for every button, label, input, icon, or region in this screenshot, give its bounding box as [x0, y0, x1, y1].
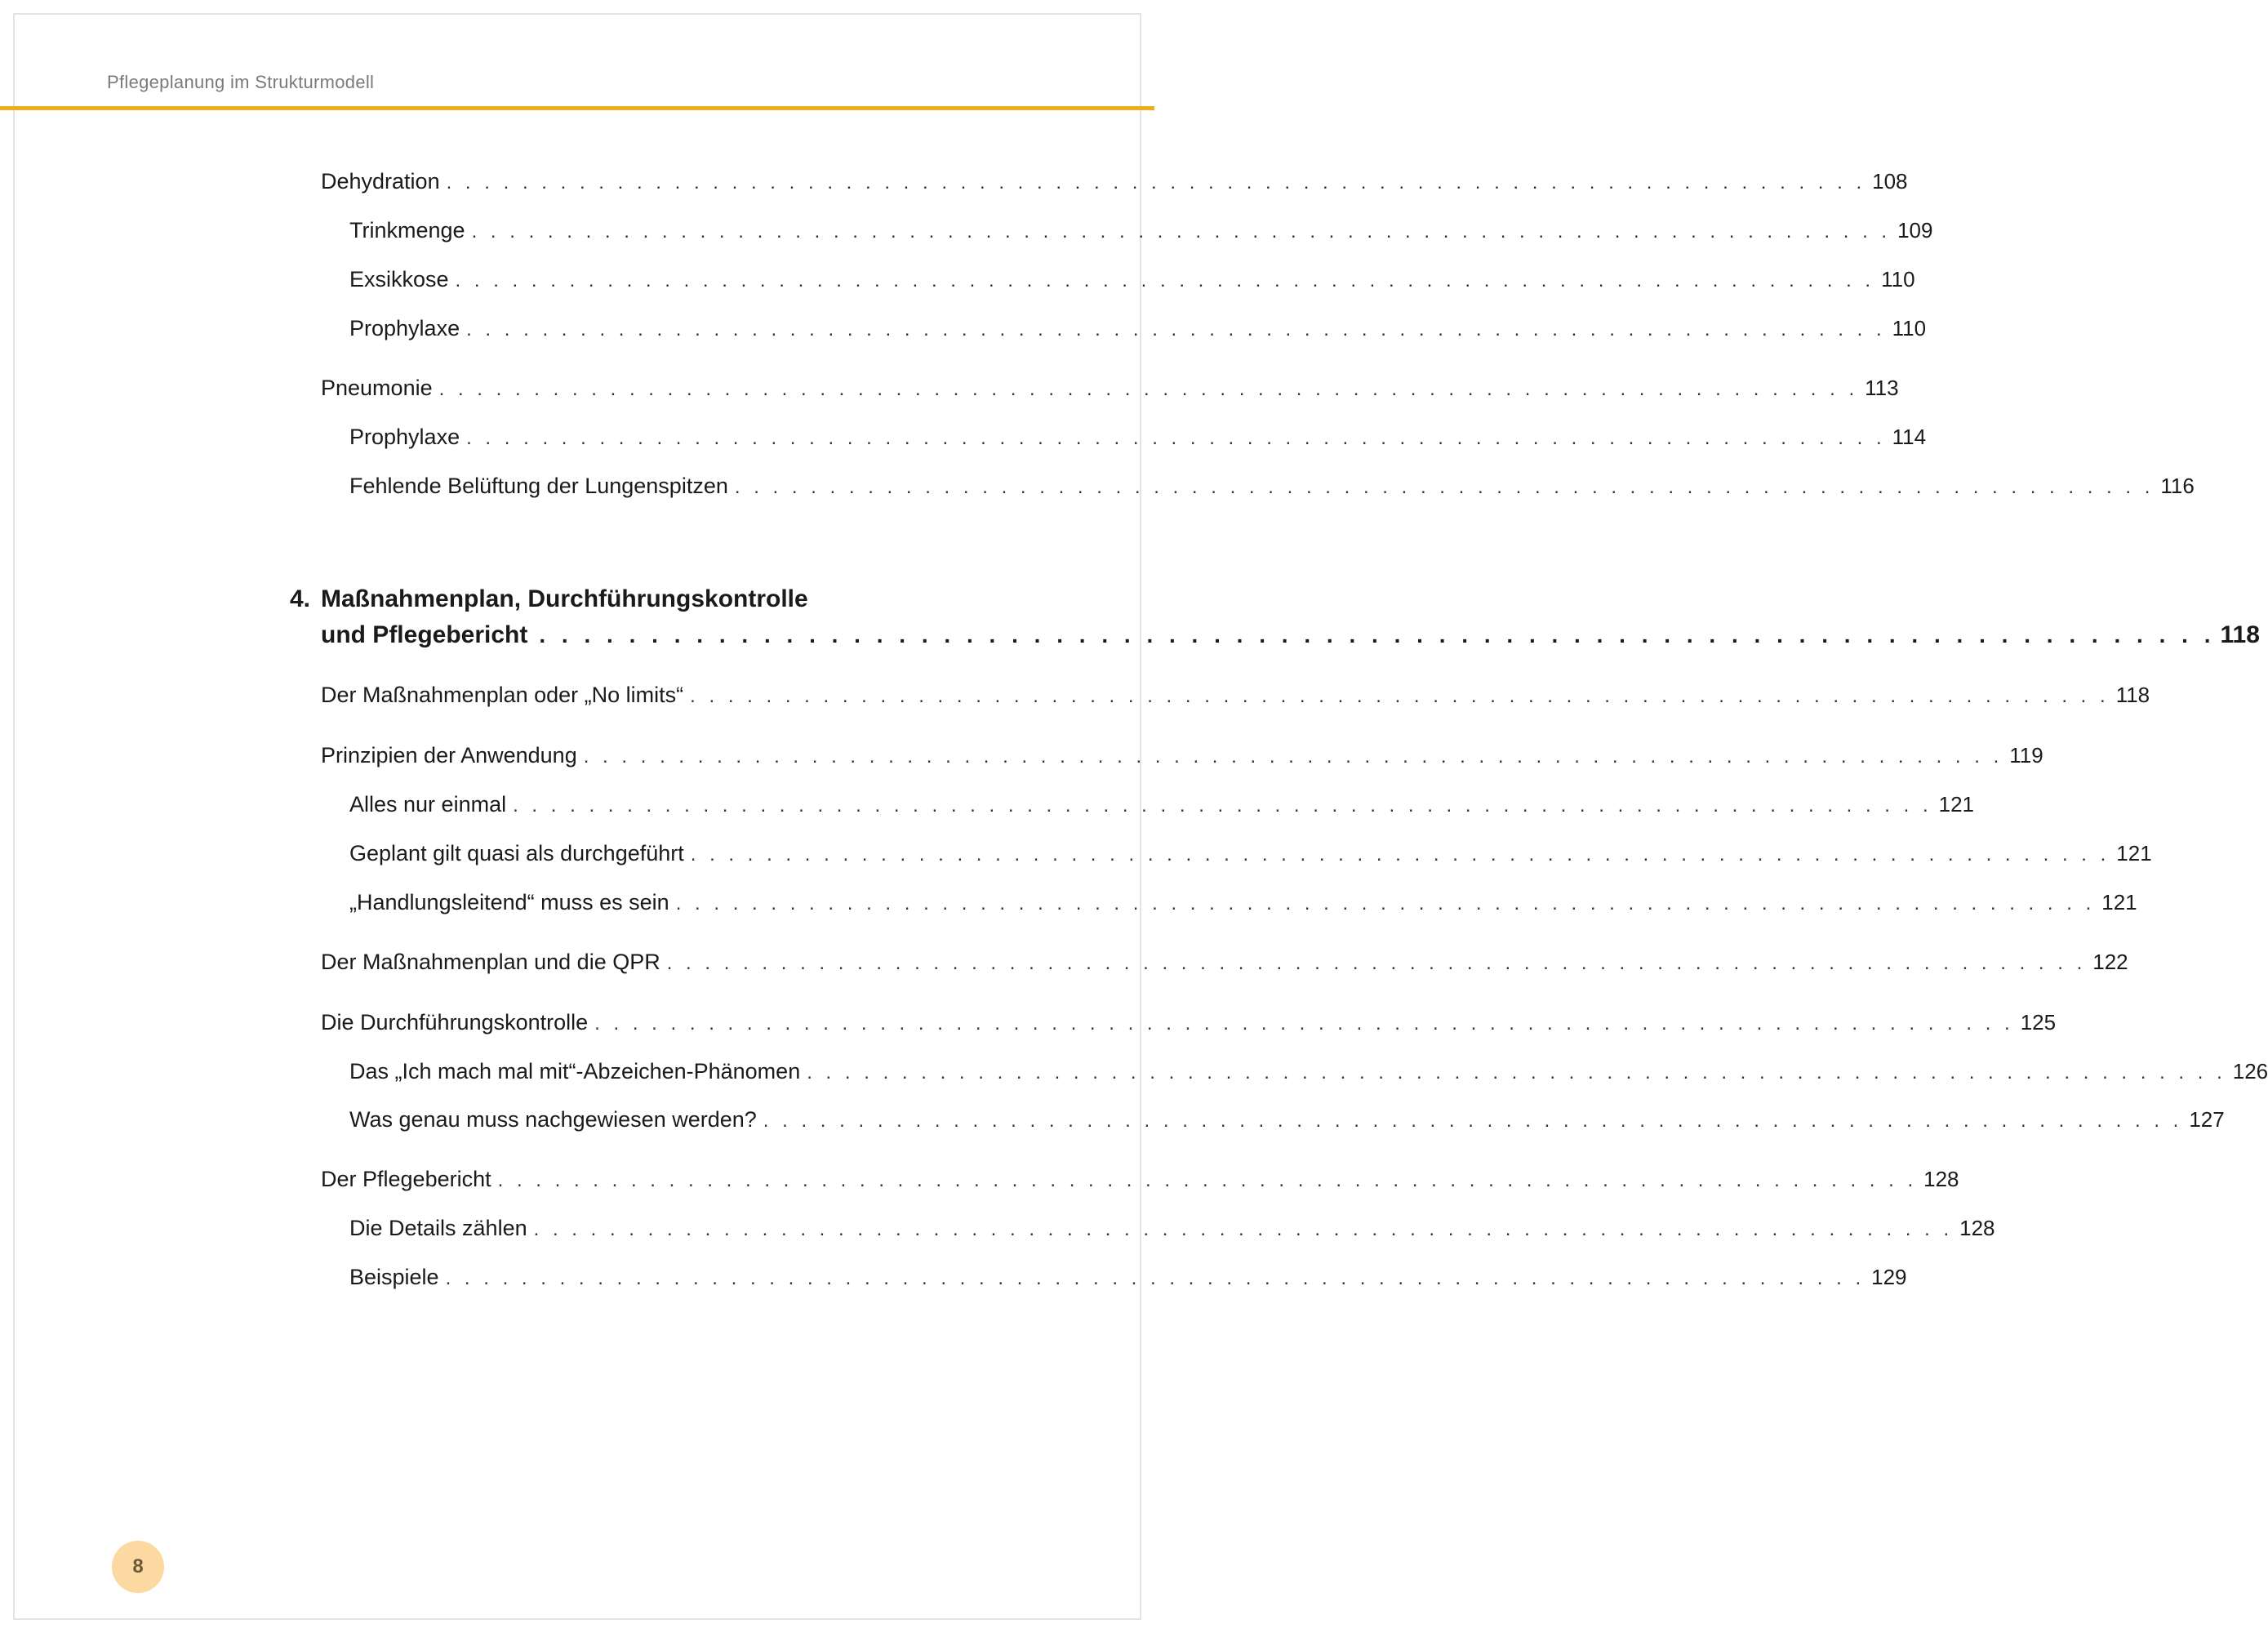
toc-entry-label: Geplant gilt quasi als durchgeführt — [349, 841, 684, 865]
toc-entry-page: 127 — [2189, 1107, 2225, 1132]
toc-entry-page: 114 — [1892, 425, 1927, 449]
dot-leader: . . . . . . . . . . . . . . . . . . . . . . . . . . . . . . . . . . . . . . . . . . . . . . . . . . . . . . . . . . . . . . . . . . . . . . . . . . . — [734, 476, 2155, 498]
toc-entry-label: Was genau muss nachgewiesen werden? — [349, 1107, 757, 1132]
toc-entry-label: Das „Ich mach mal mit“-Abzeichen-Phänomen — [349, 1059, 801, 1083]
dot-leader: . . . . . . . . . . . . . . . . . . . . . . . . . . . . . . . . . . . . . . . . . . . . . . . . . . . . . . . . . . . . . . . . . . . . . . . . . . . — [763, 1110, 2183, 1132]
toc-entry[interactable] — [349, 1263, 1907, 1293]
toc-entry-label: Trinkmenge — [349, 218, 465, 243]
dot-leader: . . . . . . . . . . . . . . . . . . . . . . . . . . . . . . . . . . . . . . . . . . . . . . . . . . . . . . . . . . . . . . . . . . . . . . . . . . . — [583, 745, 2003, 768]
toc-entry[interactable] — [349, 1057, 2268, 1087]
dot-leader: . . . . . . . . . . . . . . . . . . . . . . . . . . . . . . . . . . . . . . . . . . . . . . . . . . . . . . . . . . . . . . . . . . . . . . . . . . . — [466, 318, 1886, 340]
dot-leader: . . . . . . . . . . . . . . . . . . . . . . . . . . . . . . . . . . . . . . . . . . . . . . . . . . . . . . . . . . . . . . . . . . . . . . . . . . . — [446, 171, 1866, 194]
toc-entry-page: 119 — [2009, 743, 2043, 768]
toc-entry-label: „Handlungsleitend“ muss es sein — [349, 890, 669, 914]
toc-entry-label: Der Maßnahmenplan und die QPR — [321, 950, 660, 974]
toc-entry-label: Pneumonie — [321, 376, 433, 400]
toc-entry-page: 113 — [1865, 376, 1899, 400]
toc-entry[interactable] — [349, 888, 2137, 918]
toc-entry-page: 122 — [2092, 950, 2128, 974]
dot-leader: . . . . . . . . . . . . . . . . . . . . . . . . . . . . . . . . . . . . . . . . . . . . . . . . . . . . . . . . . . . . . . . . . . . . . . . . . . . — [690, 685, 2110, 707]
toc-entry-page: 125 — [2020, 1010, 2057, 1035]
toc-entry-label: Fehlende Belüftung der Lungenspitzen — [349, 474, 728, 498]
dot-leader: . . . . . . . . . . . . . . . . . . . . . . . . . . . . . . . . . . . . . . . . . . . . . . . . . . . . . . . . . . . . . . . . . . . . . . . . . . . — [539, 622, 2216, 647]
toc-entry[interactable] — [349, 423, 1927, 452]
toc-entry[interactable] — [321, 1008, 2057, 1038]
dot-leader: . . . . . . . . . . . . . . . . . . . . . . . . . . . . . . . . . . . . . . . . . . . . . . . . . . . . . . . . . . . . . . . . . . . . . . . . . . . — [497, 1169, 1918, 1191]
toc-entry[interactable] — [321, 741, 2043, 771]
dot-leader: . . . . . . . . . . . . . . . . . . . . . . . . . . . . . . . . . . . . . . . . . . . . . . . . . . . . . . . . . . . . . . . . . . . . . . . . . . . — [675, 892, 2096, 914]
toc-entry-page: 121 — [2101, 890, 2137, 914]
toc-entry-label: Der Pflegebericht — [321, 1167, 491, 1191]
dot-leader: . . . . . . . . . . . . . . . . . . . . . . . . . . . . . . . . . . . . . . . . . . . . . . . . . . . . . . . . . . . . . . . . . . . . . . . . . . . — [533, 1218, 1954, 1240]
dot-leader: . . . . . . . . . . . . . . . . . . . . . . . . . . . . . . . . . . . . . . . . . . . . . . . . . . . . . . . . . . . . . . . . . . . . . . . . . . . — [471, 220, 1892, 243]
toc-entry[interactable] — [349, 790, 1975, 820]
toc-entry-page: 128 — [1923, 1167, 1959, 1191]
toc-entry[interactable] — [321, 948, 2128, 977]
running-head: Pflegeplanung im Strukturmodell — [107, 72, 375, 92]
toc-entry[interactable] — [349, 216, 1933, 246]
toc-entry-label: Prophylaxe — [349, 425, 460, 449]
toc-entry[interactable] — [321, 1165, 1959, 1195]
toc-entry-label: Prinzipien der Anwendung — [321, 743, 577, 768]
chapter-number: 4. — [290, 585, 311, 612]
toc-entry-page: 126 — [2232, 1059, 2268, 1083]
toc-entry[interactable] — [349, 839, 2152, 869]
toc-entry-page: 118 — [2115, 683, 2150, 707]
chapter-title-line1: Maßnahmenplan, Durchführungskontrolle — [321, 585, 808, 612]
toc-entry-page: 128 — [1959, 1216, 1995, 1240]
chapter-title-line2: und Pflegebericht — [321, 621, 528, 648]
toc-entry[interactable] — [349, 265, 1915, 295]
dot-leader: . . . . . . . . . . . . . . . . . . . . . . . . . . . . . . . . . . . . . . . . . . . . . . . . . . . . . . . . . . . . . . . . . . . . . . . . . . . — [594, 1012, 2014, 1035]
toc-entry-label: Alles nur einmal — [349, 792, 507, 816]
dot-leader: . . . . . . . . . . . . . . . . . . . . . . . . . . . . . . . . . . . . . . . . . . . . . . . . . . . . . . . . . . . . . . . . . . . . . . . . . . . — [445, 1267, 1866, 1289]
dot-leader: . . . . . . . . . . . . . . . . . . . . . . . . . . . . . . . . . . . . . . . . . . . . . . . . . . . . . . . . . . . . . . . . . . . . . . . . . . . — [666, 952, 2087, 974]
header-rule — [0, 106, 1154, 110]
dot-leader: . . . . . . . . . . . . . . . . . . . . . . . . . . . . . . . . . . . . . . . . . . . . . . . . . . . . . . . . . . . . . . . . . . . . . . . . . . . — [513, 794, 1932, 816]
toc-entry[interactable] — [349, 314, 1927, 344]
toc-entry-page: 129 — [1871, 1265, 1907, 1289]
dot-leader: . . . . . . . . . . . . . . . . . . . . . . . . . . . . . . . . . . . . . . . . . . . . . . . . . . . . . . . . . . . . . . . . . . . . . . . . . . . — [807, 1061, 2226, 1083]
toc-entry-page: 121 — [2116, 841, 2152, 865]
dot-leader: . . . . . . . . . . . . . . . . . . . . . . . . . . . . . . . . . . . . . . . . . . . . . . . . . . . . . . . . . . . . . . . . . . . . . . . . . . . — [466, 427, 1886, 449]
chapter-title-line2-row — [321, 617, 2260, 653]
toc-entry-label: Die Durchführungskontrolle — [321, 1010, 589, 1035]
toc-entry[interactable] — [321, 167, 1908, 197]
toc-entry-page: 121 — [1938, 792, 1975, 816]
toc-entry[interactable] — [321, 374, 1899, 403]
toc-entry[interactable] — [349, 1106, 2225, 1135]
dot-leader: . . . . . . . . . . . . . . . . . . . . . . . . . . . . . . . . . . . . . . . . . . . . . . . . . . . . . . . . . . . . . . . . . . . . . . . . . . . — [455, 269, 1875, 291]
toc-entry[interactable] — [321, 681, 2150, 710]
toc-entry-page: 110 — [1892, 316, 1927, 340]
toc-entry-label: Beispiele — [349, 1265, 439, 1289]
toc-entry[interactable] — [349, 1214, 1995, 1244]
toc-entry-page: 108 — [1872, 169, 1908, 194]
dot-leader: . . . . . . . . . . . . . . . . . . . . . . . . . . . . . . . . . . . . . . . . . . . . . . . . . . . . . . . . . . . . . . . . . . . . . . . . . . . — [690, 843, 2110, 865]
dot-leader: . . . . . . . . . . . . . . . . . . . . . . . . . . . . . . . . . . . . . . . . . . . . . . . . . . . . . . . . . . . . . . . . . . . . . . . . . . . — [438, 378, 1859, 400]
page-number-badge — [112, 1541, 164, 1593]
toc-entry-label: Die Details zählen — [349, 1216, 527, 1240]
page-number: 8 — [132, 1555, 144, 1577]
toc-entry-label: Exsikkose — [349, 267, 449, 291]
chapter-page: 118 — [2220, 621, 2260, 648]
toc-entry-label: Prophylaxe — [349, 316, 460, 340]
toc-entry-label: Der Maßnahmenplan oder „No limits“ — [321, 683, 684, 707]
toc-entry-page: 116 — [2160, 474, 2195, 498]
toc-entry-label: Dehydration — [321, 169, 440, 194]
toc-entry-page: 109 — [1897, 218, 1933, 243]
toc-entry-page: 110 — [1881, 267, 1915, 291]
toc-entry[interactable] — [349, 472, 2195, 501]
